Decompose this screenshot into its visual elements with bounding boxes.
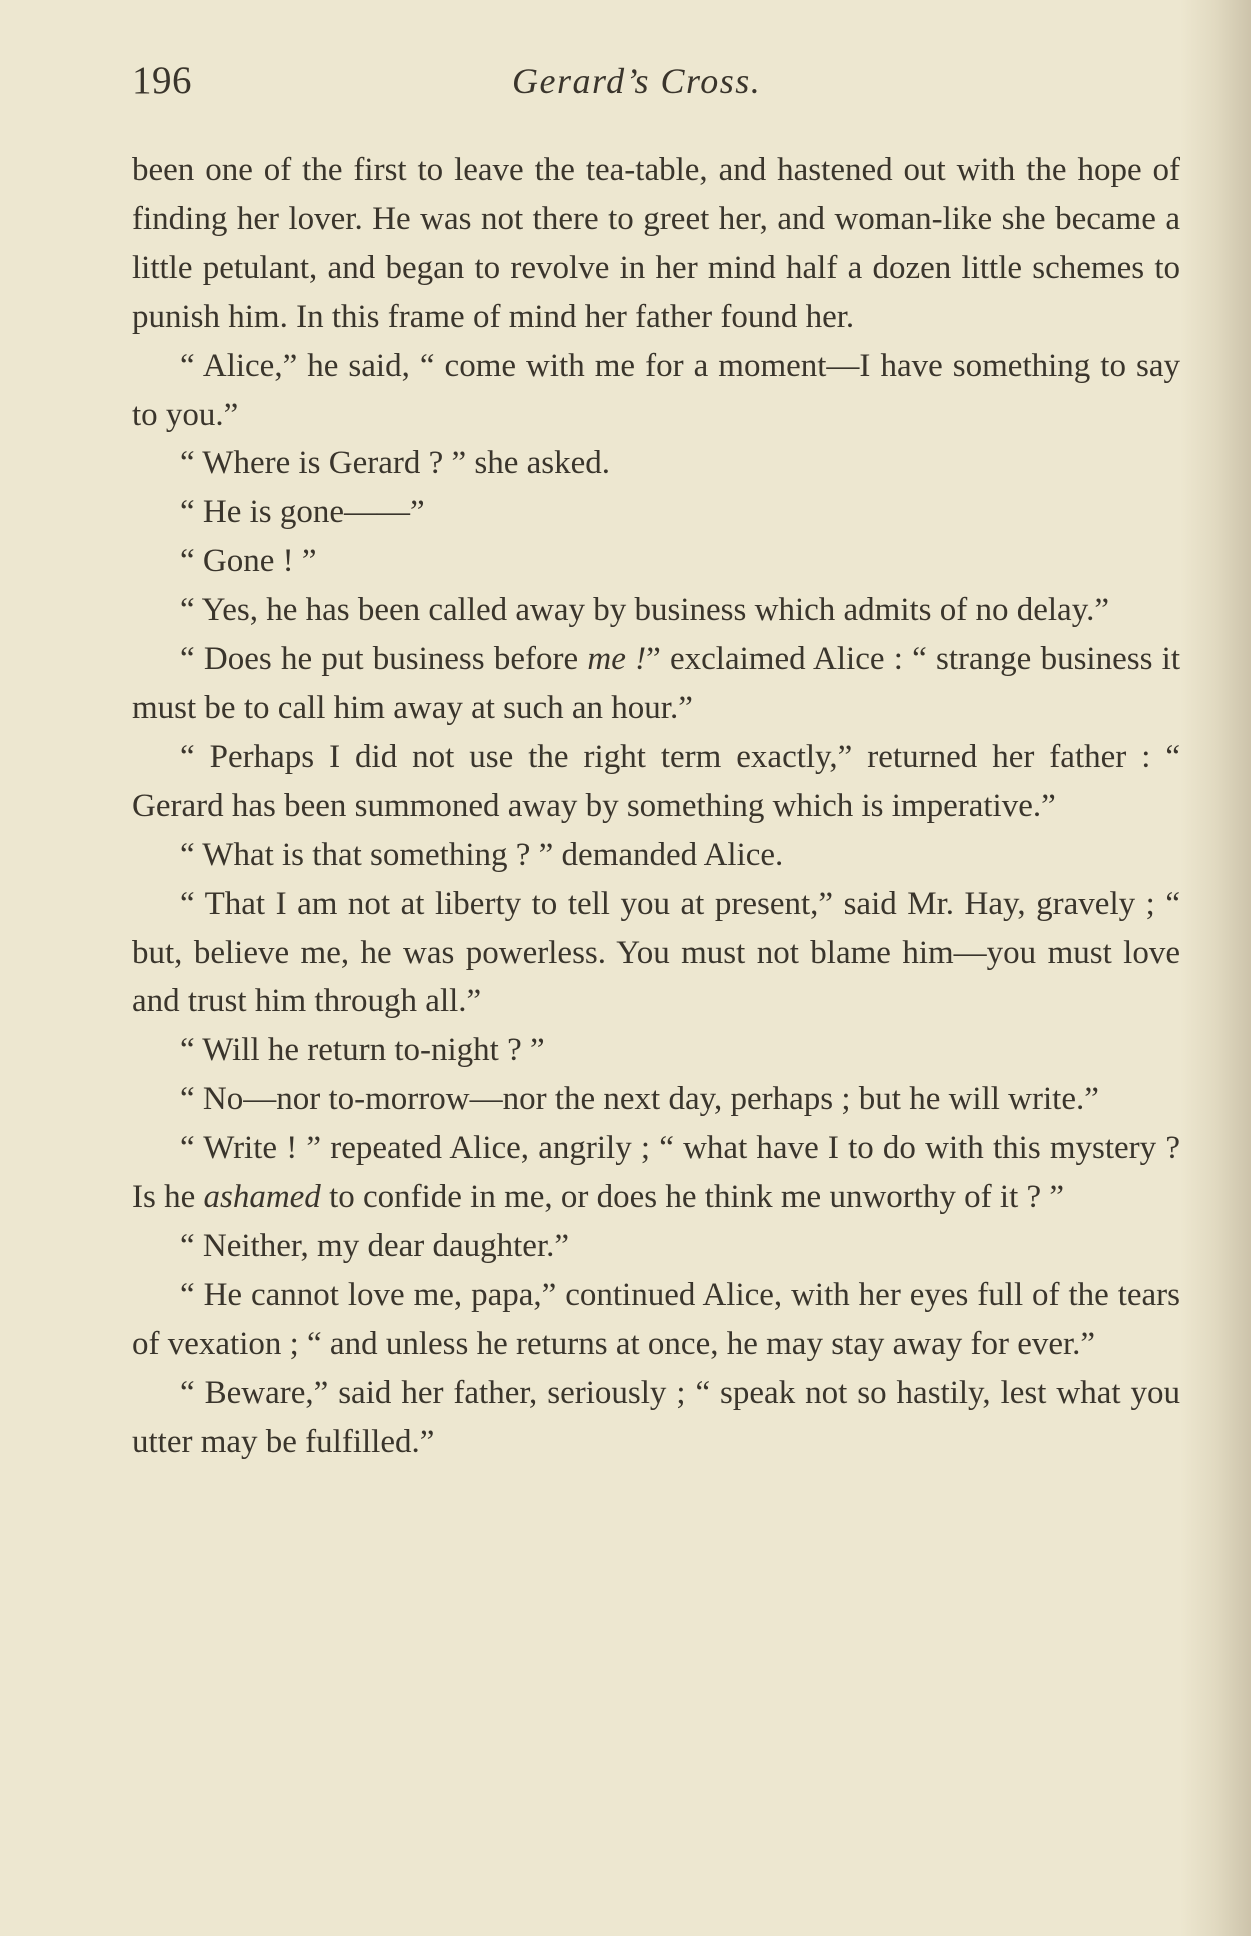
text-segment: “ Alice,” he said, “ come with me for a moment—I have something to say to you.”	[132, 347, 1180, 433]
paragraph	[132, 1026, 1180, 1075]
text-segment: “ Will he return to-night ? ”	[180, 1032, 545, 1069]
italic-emphasis: me !	[587, 641, 647, 678]
paragraph	[132, 439, 1180, 488]
text-segment: ” exclaimed Alice : “ strange business it must be to call him away at such an hour.”	[132, 641, 1181, 726]
text-segment: “ That I am not at liberty to tell you at present,” said Mr. Hay, gravely ; “ but, believe me, he was powerless. You must not blame him—you must love and trust him through all.”	[132, 885, 1180, 1020]
text-segment: to confide in me, or does he think me unworthy of it ? ”	[320, 1179, 1065, 1216]
paragraph	[132, 831, 1180, 880]
running-title: Gerard’s Cross.	[512, 61, 762, 101]
text-segment: been one of the first to leave the tea-table, and hastened out with the hope of finding her lover. He was not there to greet her, and woman-like she became a little petulant, and began to revolve in her mind half a dozen little schemes to punish him. In this frame of mind her father found her.	[132, 152, 1180, 335]
text-segment: “ Beware,” said her father, seriously ; “ speak not so hastily, lest what you utter may be fulfilled.”	[132, 1374, 1180, 1460]
text-segment: “ Where is Gerard ? ” she asked.	[180, 445, 611, 482]
text-segment: “ He is gone——”	[180, 494, 425, 531]
text-segment: “ Gone ! ”	[180, 543, 317, 580]
paragraph	[132, 1222, 1180, 1271]
text-segment: “ What is that something ? ” demanded Alice.	[180, 836, 784, 873]
paragraph	[132, 635, 1180, 733]
page-header	[132, 58, 1182, 108]
page-number: 196	[132, 59, 192, 102]
paragraph	[132, 342, 1180, 440]
paragraph	[132, 488, 1180, 537]
text-segment: “ Neither, my dear daughter.”	[180, 1227, 570, 1264]
paragraph	[132, 146, 1180, 342]
text-segment: “ No—nor to-morrow—nor the next day, perhaps ; but he will write.”	[180, 1081, 1099, 1118]
italic-emphasis: ashamed	[203, 1179, 321, 1216]
paragraph	[132, 1075, 1180, 1124]
paragraph	[132, 733, 1180, 831]
paragraph	[132, 880, 1180, 1027]
paragraph	[132, 1271, 1180, 1369]
text-segment: “ Yes, he has been called away by business which admits of no delay.”	[180, 592, 1109, 629]
text-segment: “ He cannot love me, papa,” continued Alice, with her eyes full of the tears of vexation ; “ and unless he returns at once, he may stay away for ever.”	[132, 1276, 1180, 1362]
text-segment: “ Write ! ” repeated Alice, angrily ; “ what have I to do with this mystery ? Is he	[132, 1130, 1180, 1216]
paragraph	[132, 1124, 1180, 1222]
body-text	[132, 146, 1180, 1466]
paragraph	[132, 586, 1180, 635]
paragraph	[132, 1369, 1180, 1467]
text-segment: “ Perhaps I did not use the right term exactly,” returned her father : “ Gerard has been summoned away by something which is imperative.”	[132, 738, 1180, 824]
paragraph	[132, 537, 1180, 586]
text-segment: “ Does he put business before	[180, 641, 588, 678]
